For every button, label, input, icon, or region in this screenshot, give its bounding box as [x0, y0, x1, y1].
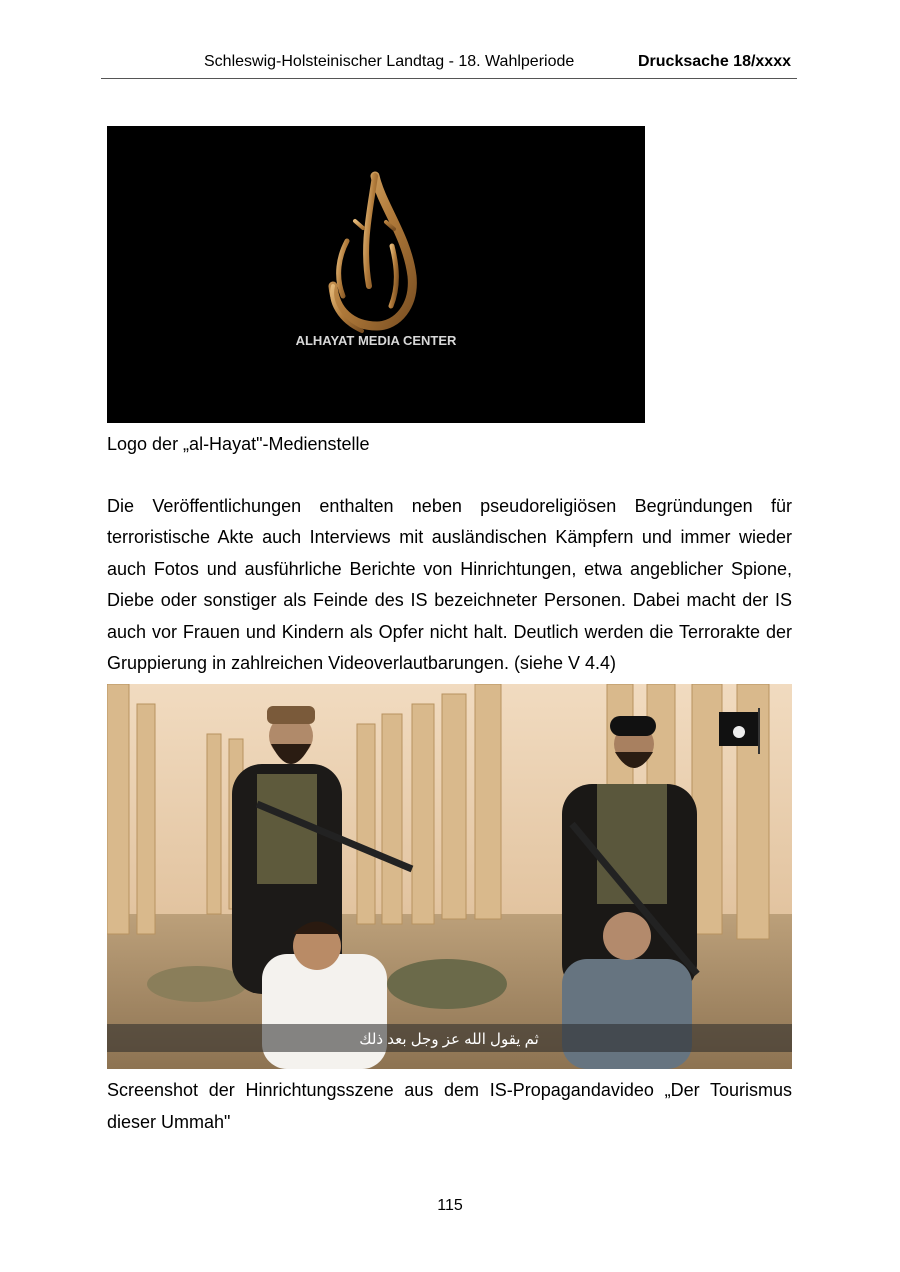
- screenshot-caption-line1: Screenshot der Hinrichtungsszene aus dem IS-Propagandavideo „Der Tourismus: [107, 1080, 792, 1100]
- execution-screenshot: [107, 684, 792, 1069]
- arabic-subtitle: ثم يقول الله عز وجل بعد ذلك: [359, 1031, 539, 1048]
- logo-wordmark: ALHAYAT MEDIA CENTER: [295, 333, 457, 348]
- page-header: [101, 50, 797, 79]
- video-still-graphic: [107, 684, 792, 1069]
- calligraphy-emblem: [332, 176, 412, 331]
- screenshot-caption-line2: dieser Ummah": [107, 1112, 231, 1132]
- logo-image: [107, 126, 645, 423]
- screenshot-caption: [107, 1074, 792, 1138]
- alhayat-logo-graphic: [107, 126, 645, 423]
- logo-caption: Logo der „al-Hayat"-Medienstelle: [107, 434, 370, 454]
- page-number: 115: [437, 1197, 463, 1214]
- body-paragraph: Die Veröffentlichungen enthalten neben pseudoreligiösen Begründungen für terroristische Akte auch Interviews mit ausländischen Kämpfern und immer wieder auch Fotos und ausführliche Berichte von Hinrichtungen, etwa angeblicher Spione, Diebe oder sonstiger als Feinde des IS bezeichneter Personen. Dabei macht der IS auch vor Frauen und Kindern als Opfer nicht halt. Deutlich werden die Terrorakte der Gruppierung in zahlreichen Videoverlautbarungen. (siehe V 4.4): [107, 496, 792, 674]
- document-title: Schleswig-Holsteinischer Landtag - 18. Wahlperiode: [204, 53, 575, 70]
- document-number: Drucksache 18/xxxx: [638, 53, 791, 70]
